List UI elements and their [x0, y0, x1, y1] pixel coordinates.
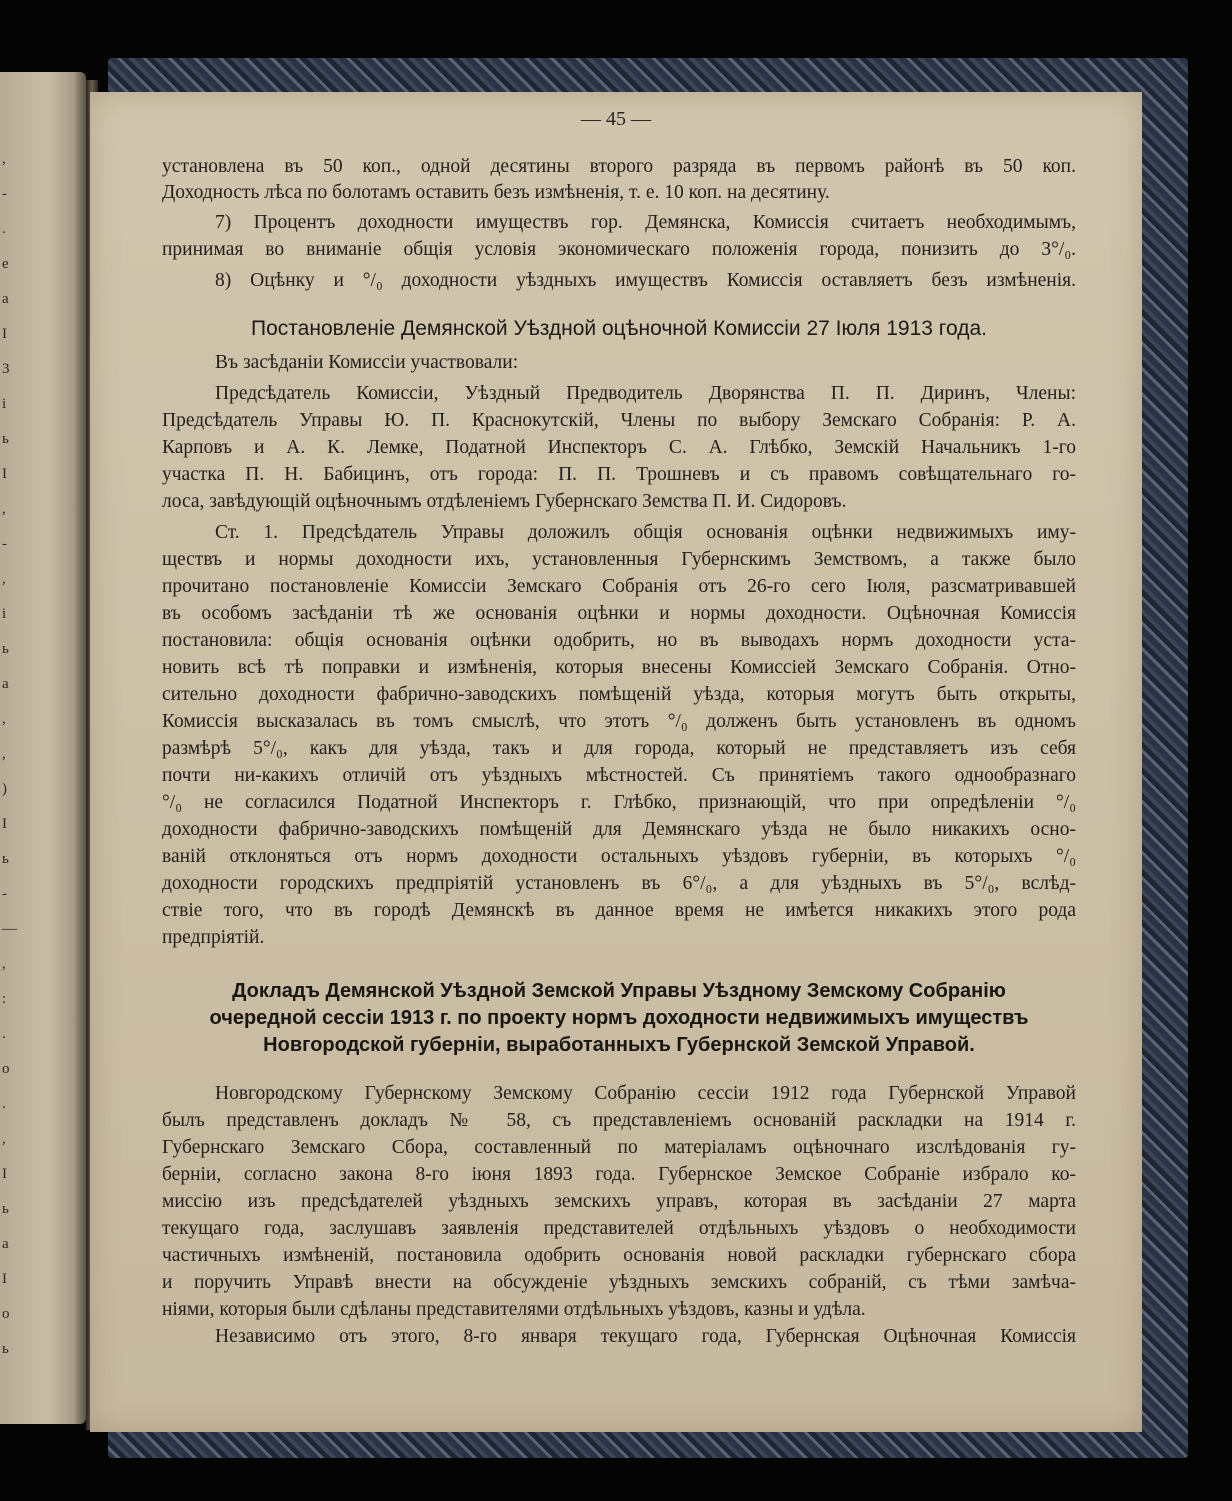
text-line: Доходность лѣса по болотамъ оставить безъ измѣненія, т. е. 10 коп. на десятину. [162, 182, 830, 203]
text-line: °/₀ не согласился Податной Инспекторъ г. Глѣбко, признающій, что при опредѣленіи °/₀ [162, 792, 1076, 813]
text-line: Предсѣдатель Управы Ю. П. Краснокутскій, Члены по выбору Земскаго Собранія: Р. А. [162, 410, 1076, 431]
page-number: — 45 — [581, 108, 651, 130]
left-margin-glyph: ь [2, 641, 9, 657]
left-margin-glyph: I [2, 816, 7, 832]
text-line: Комиссія высказалась въ томъ смыслѣ, что этотъ °/₀ долженъ быть установленъ въ одномъ [162, 711, 1076, 732]
left-margin-glyph: . [2, 221, 6, 237]
left-margin-glyph: ь [2, 1201, 9, 1217]
heading-resolution: Постановленіе Демянской Уѣздной оцѣночной Комиссіи 27 Іюля 1913 года. [251, 317, 987, 340]
left-margin-glyph: . [2, 1026, 6, 1042]
text-line: прочитано постановленіе Комиссіи Земскаго Собранія отъ 26-го сего Іюля, разсматривавшей [162, 576, 1076, 597]
text-line: ществъ и нормы доходности ихъ, установленныя Губернскимъ Земствомъ, а также было [162, 549, 1076, 570]
text-line: сительно доходности фабрично-заводскихъ помѣщеній уѣзда, которыя могутъ быть открыты, [162, 684, 1076, 705]
left-margin-glyph: е [2, 256, 9, 272]
text-line: 8) Оцѣнку и °/₀ доходности уѣздныхъ имуществъ Комиссія оставляетъ безъ измѣненія. [215, 270, 1076, 291]
left-margin-glyph: а [2, 1236, 9, 1252]
left-margin-glyph: о [2, 1306, 10, 1322]
left-margin-glyph: i [2, 396, 7, 412]
text-line: лоса, завѣдующій оцѣночнымъ отдѣленіемъ Губернскаго Земства П. И. Сидоровъ. [162, 491, 847, 512]
text-line: въ особомъ засѣданіи тѣ же основанія оцѣнки и нормы доходности. Оцѣночная Комиссія [162, 603, 1076, 624]
text-line: Предсѣдатель Комиссіи, Уѣздный Предводитель Дворянства П. П. Диринъ, Члены: [215, 383, 1076, 404]
text-line: ствіе того, что въ городѣ Демянскѣ въ данное время не имѣется никакихъ этого рода [162, 900, 1076, 921]
left-margin-glyph: а [2, 291, 9, 307]
text-line: ніями, которыя были сдѣланы представителями отдѣльныхъ уѣздовъ, казны и удѣла. [162, 1299, 866, 1320]
left-margin-glyph: ) [2, 781, 7, 797]
text-line: Независимо отъ этого, 8-го января текущаго года, Губернская Оцѣночная Комиссія [215, 1326, 1076, 1347]
text-line: ваній отклоняться отъ нормъ доходности остальныхъ уѣздовъ губерніи, въ которыхъ °/₀ [162, 846, 1076, 867]
heading-report-line: Докладъ Демянской Уѣздной Земской Управы Уѣздному Земскому Собранію [232, 980, 1006, 1002]
left-margin-glyph: : [2, 991, 7, 1007]
left-margin-glyph: і [2, 606, 7, 622]
text-line: былъ представленъ докладъ № 58, съ представленіемъ основаній раскладки на 1914 г. [162, 1110, 1076, 1131]
left-margin-glyph: . [2, 1096, 6, 1112]
text-line: Карповъ и А. К. Лемке, Податной Инспекторъ С. А. Глѣбко, Земскій Начальникъ 1-го [162, 437, 1076, 458]
left-margin-glyph: , [2, 956, 6, 972]
text-line: миссію изъ предсѣдателей уѣздныхъ земскихъ управъ, которая въ засѣданіи 27 марта [162, 1191, 1076, 1212]
text-line: доходности фабрично-заводскихъ помѣщеній для Демянскаго уѣзда не было никакихъ осно- [162, 819, 1076, 840]
text-line: участка П. Н. Бабицинъ, отъ города: П. П. Трошневъ и съ правомъ совѣщательнаго го- [162, 464, 1076, 485]
left-margin-glyph: - [2, 536, 7, 552]
left-margin-glyph: , [2, 151, 6, 167]
left-margin-glyph: ь [2, 431, 9, 447]
text-line: частичныхъ измѣненій, постановила одобрить основанія новой раскладки губернскаго сбора [162, 1245, 1076, 1266]
left-page [0, 72, 86, 1424]
left-margin-glyph: , [2, 746, 6, 762]
text-line: постановила: общія основанія оцѣнки одобрить, но въ выводахъ нормъ доходности уста- [162, 630, 1076, 651]
text-line: Ст. 1. Предсѣдатель Управы доложилъ общія основанія оцѣнки недвижимыхъ иму- [215, 522, 1076, 543]
text-line: принимая во вниманіе общія условія экономическаго положенія города, понизить до 3°/₀. [162, 239, 1076, 260]
left-margin-glyph: I [2, 1166, 7, 1182]
left-page-margin-marks [0, 72, 20, 1424]
left-margin-glyph: ь [2, 1341, 9, 1357]
left-margin-glyph: , [2, 571, 6, 587]
text-line: текущаго года, заслушавъ заявленія представителей отдѣльныхъ уѣздовъ о необходимости [162, 1218, 1076, 1239]
text-line: новить всѣ тѣ поправки и измѣненія, которыя внесены Комиссіей Земскаго Собранія. Отно- [162, 657, 1076, 678]
text-line: Губернскаго Земскаго Сбора, составленный по матеріаламъ оцѣночнаго изслѣдованія гу- [162, 1137, 1076, 1158]
heading-report-line: очередной сессіи 1913 г. по проекту нормъ доходности недвижимыхъ имуществъ [209, 1007, 1029, 1029]
text-line: берніи, согласно закона 8-го іюня 1893 года. Губернское Земское Собраніе избрало ко- [162, 1164, 1076, 1185]
left-margin-glyph: - [2, 186, 7, 202]
left-margin-glyph: , [2, 501, 6, 517]
left-margin-glyph: ь [2, 851, 9, 867]
text-line: предпріятій. [162, 927, 265, 948]
heading-report-line: Новгородской губерніи, выработанныхъ Губернской Земской Управой. [263, 1034, 975, 1056]
left-margin-glyph: I [2, 326, 7, 342]
left-margin-glyph: а [2, 676, 9, 692]
left-margin-glyph: I [2, 1271, 7, 1287]
text-line: и поручить Управѣ внести на обсужденіе уѣздныхъ земскихъ собраній, съ тѣми замѣча- [162, 1272, 1076, 1293]
left-margin-glyph: , [2, 1131, 6, 1147]
text-line: Новгородскому Губернскому Земскому Собранію сессіи 1912 года Губернской Управой [215, 1083, 1076, 1104]
left-margin-glyph: 3 [2, 361, 10, 377]
text-line: почти ни-какихъ отличій отъ уѣздныхъ мѣстностей. Съ принятіемъ такого однообразнаго [162, 765, 1076, 786]
text-line: Въ засѣданіи Комиссіи участвовали: [215, 352, 519, 373]
left-margin-glyph: - [2, 886, 7, 902]
left-margin-glyph: , [2, 711, 6, 727]
text-line: доходности городскихъ предпріятій установленъ въ 6°/₀, а для уѣздныхъ въ 5°/₀, вслѣд- [162, 873, 1076, 894]
left-margin-glyph: о [2, 1061, 10, 1077]
text-line: размѣрѣ 5°/₀, какъ для уѣзда, такъ и для города, который не представляетъ изъ себя [162, 738, 1076, 759]
left-margin-glyph: I [2, 466, 7, 482]
text-line: установлена въ 50 коп., одной десятины второго разряда въ первомъ районѣ въ 50 коп. [162, 156, 1076, 177]
text-line: 7) Процентъ доходности имуществъ гор. Демянска, Комиссія считаетъ необходимымъ, [215, 212, 1076, 233]
left-margin-glyph: — [2, 921, 17, 937]
